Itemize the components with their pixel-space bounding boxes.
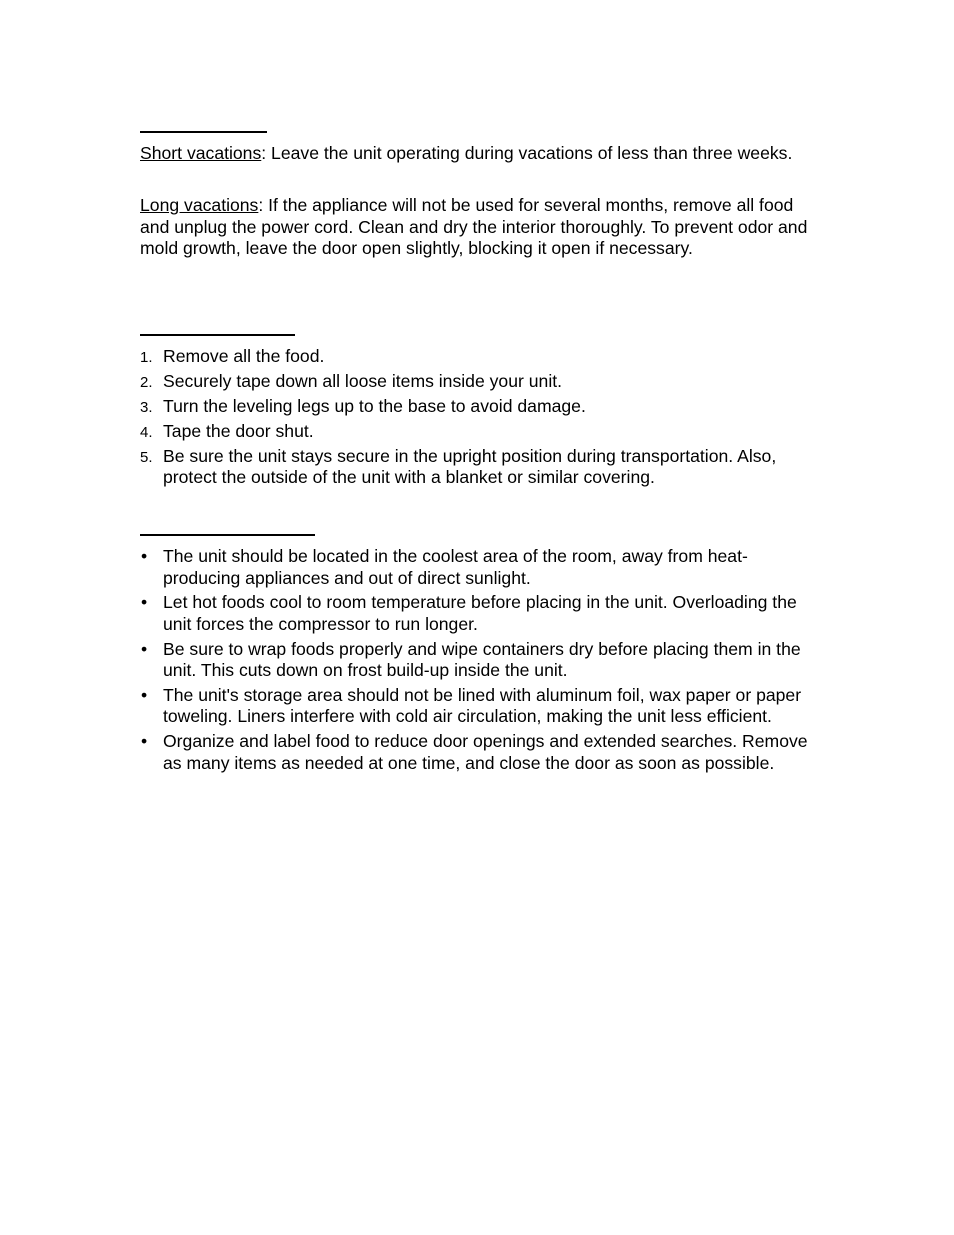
bullet-icon: •: [141, 546, 148, 566]
list-item: [140, 685, 820, 728]
tip-text: The unit should be located in the coolest area of the room, away from heat-producing appliances and out of direct sunlight.: [163, 546, 748, 588]
long-vacation-term: Long vacations: [140, 195, 259, 215]
step-number: 5.: [140, 448, 153, 466]
tip-text: The unit's storage area should not be lined with aluminum foil, wax paper or paper toweling. Liners interfere with cold air circulation, making the unit less efficient.: [163, 684, 802, 727]
bullet-icon: •: [141, 684, 148, 705]
step-number: 1.: [140, 349, 153, 366]
tip-text: Let hot foods cool to room temperature before placing in the unit. Overloading the unit forces the compressor to run longer.: [163, 592, 797, 634]
step-text: Remove all the food.: [163, 346, 325, 366]
step-text: Be sure the unit stays secure in the upright position during transportation. Also, protect the outside of the unit with a blanket or similar covering.: [163, 445, 777, 488]
list-item: [140, 731, 820, 774]
list-item: [140, 346, 820, 368]
short-vacation-paragraph: [140, 143, 812, 165]
vacation-heading-rule: [140, 131, 267, 133]
step-text: Tape the door shut.: [163, 420, 314, 441]
bullet-icon: •: [141, 731, 148, 752]
long-vacation-paragraph: [140, 195, 812, 260]
step-number: 4.: [140, 423, 153, 441]
step-text: Securely tape down all loose items inside your unit.: [163, 370, 563, 391]
energy-heading-rule: [140, 534, 315, 536]
short-vacation-term: Short vacations: [140, 143, 262, 163]
list-item: [140, 421, 820, 443]
list-item: [140, 446, 820, 489]
list-item: [140, 546, 820, 589]
step-number: 3.: [140, 398, 153, 416]
step-number: 2.: [140, 373, 153, 391]
step-text: Turn the leveling legs up to the base to avoid damage.: [163, 395, 586, 416]
list-item: [140, 639, 820, 682]
list-item: [140, 592, 820, 635]
moving-steps-list: [140, 346, 820, 492]
energy-tips-list: [140, 546, 820, 777]
tip-text: Organize and label food to reduce door openings and extended searches. Remove as many items as needed at one time, and close the door as soon as possible.: [163, 731, 808, 773]
short-vacation-text: : Leave the unit operating during vacations of less than three weeks.: [261, 143, 793, 163]
bullet-icon: •: [141, 592, 148, 613]
list-item: [140, 396, 820, 418]
moving-heading-rule: [140, 334, 295, 336]
list-item: [140, 371, 820, 393]
long-vacation-text: : If the appliance will not be used for several months, remove all food and unplug the power cord. Clean and dry the interior thoroughly. To prevent odor and mold growth, leave the door open slightly, blocking it open if necessary.: [140, 195, 808, 259]
tip-text: Be sure to wrap foods properly and wipe containers dry before placing them in the unit. This cuts down on frost build-up inside the unit.: [163, 638, 801, 681]
bullet-icon: •: [141, 638, 148, 659]
